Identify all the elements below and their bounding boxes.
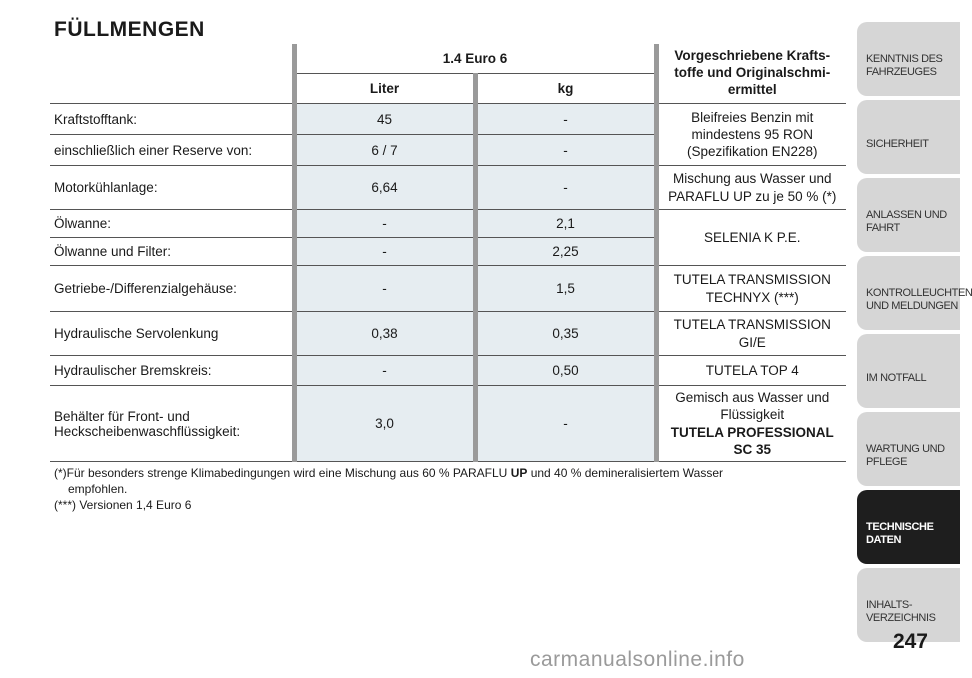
tab-kenntnis[interactable]: KENNTNIS DES FAHRZEUGES — [857, 22, 960, 96]
row-label: Hydraulische Servolenkung — [50, 312, 294, 356]
liter-value: 0,38 — [294, 312, 475, 356]
page-title: FÜLLMENGEN — [54, 18, 205, 41]
tab-anlassen[interactable]: ANLASSEN UND FAHRT — [857, 178, 960, 252]
row-label: Hydraulischer Bremskreis: — [50, 356, 294, 386]
kg-value: - — [475, 166, 656, 210]
row-label: Ölwanne und Filter: — [50, 238, 294, 266]
fluid-washer — [656, 386, 846, 462]
liter-value: 6 / 7 — [294, 135, 475, 166]
fluid-washer-plain: Gemisch aus Wasser und Flüssigkeit — [675, 389, 830, 423]
kg-value: 2,1 — [475, 210, 656, 238]
footnote-2: (***) Versionen 1,4 Euro 6 — [54, 498, 192, 513]
capacities-table — [50, 44, 846, 462]
table-row — [50, 386, 846, 462]
row-label: einschließlich einer Reserve von: — [50, 135, 294, 166]
table-row — [50, 266, 846, 312]
chapter-sidebar — [857, 22, 972, 646]
fuel-header: Vorgeschriebene Krafts-toffe und Originalschmi-ermittel — [656, 44, 846, 104]
row-label: Behälter für Front- und Heckscheibenwaschflüssigkeit: — [50, 386, 294, 462]
tab-technische-daten[interactable]: TECHNISCHE DATEN — [857, 490, 960, 564]
fluid-fuel: Bleifreies Benzin mit mindestens 95 RON (Spezifikation EN228) — [656, 104, 846, 166]
footnote-1-text-a: (*)Für besonders strenge Klimabedingungen wird eine Mischung aus 60 % PARAFLU — [54, 466, 511, 480]
row-label: Ölwanne: — [50, 210, 294, 238]
table-row — [50, 104, 846, 135]
row-label: Motorkühlanlage: — [50, 166, 294, 210]
footnote-1-text-b: und 40 % demineralisiertem Wasser — [527, 466, 723, 480]
liter-value: - — [294, 238, 475, 266]
kg-value: 1,5 — [475, 266, 656, 312]
liter-value: 6,64 — [294, 166, 475, 210]
liter-value: - — [294, 356, 475, 386]
kg-value: 0,35 — [475, 312, 656, 356]
tab-notfall[interactable]: IM NOTFALL — [857, 334, 960, 408]
fluid-brake: TUTELA TOP 4 — [656, 356, 846, 386]
liter-value: - — [294, 266, 475, 312]
row-label: Kraftstofftank: — [50, 104, 294, 135]
footnotes — [54, 465, 834, 514]
liter-header: Liter — [294, 74, 475, 104]
tab-inhaltsverzeichnis[interactable]: INHALTS-VERZEICHNIS — [857, 568, 960, 642]
fluid-washer-bold: TUTELA PROFESSIONAL SC 35 — [670, 424, 834, 457]
kg-value: 0,50 — [475, 356, 656, 386]
liter-value: - — [294, 210, 475, 238]
kg-header: kg — [475, 74, 656, 104]
header-blank-cell — [50, 44, 294, 104]
table-row — [50, 356, 846, 386]
tab-wartung[interactable]: WARTUNG UND PFLEGE — [857, 412, 960, 486]
table-row — [50, 312, 846, 356]
engine-header: 1.4 Euro 6 — [294, 44, 656, 74]
table-row — [50, 166, 846, 210]
footnote-1-bold: UP — [510, 466, 528, 480]
fluid-oil: SELENIA K P.E. — [656, 210, 846, 266]
watermark: carmanualsonline.info — [530, 648, 745, 671]
fluid-gearbox: TUTELA TRANSMISSION TECHNYX (***) — [656, 266, 846, 312]
kg-value: - — [475, 386, 656, 462]
page-number: 247 — [892, 630, 928, 653]
row-label: Getriebe-/Differenzialgehäuse: — [50, 266, 294, 312]
footnote-1-text-c: empfohlen. — [68, 482, 128, 497]
header-row-1 — [50, 44, 846, 74]
kg-value: 2,25 — [475, 238, 656, 266]
kg-value: - — [475, 135, 656, 166]
fluid-coolant: Mischung aus Wasser und PARAFLU UP zu je 50 % (*) — [656, 166, 846, 210]
kg-value: - — [475, 104, 656, 135]
table-row — [50, 210, 846, 238]
liter-value: 45 — [294, 104, 475, 135]
liter-value: 3,0 — [294, 386, 475, 462]
tab-sicherheit[interactable]: SICHERHEIT — [857, 100, 960, 174]
tab-kontrolleuchten[interactable]: KONTROLLEUCHTEN UND MELDUNGEN — [857, 256, 960, 330]
fluid-steering: TUTELA TRANSMISSION GI/E — [656, 312, 846, 356]
footnote-1 — [54, 465, 834, 497]
